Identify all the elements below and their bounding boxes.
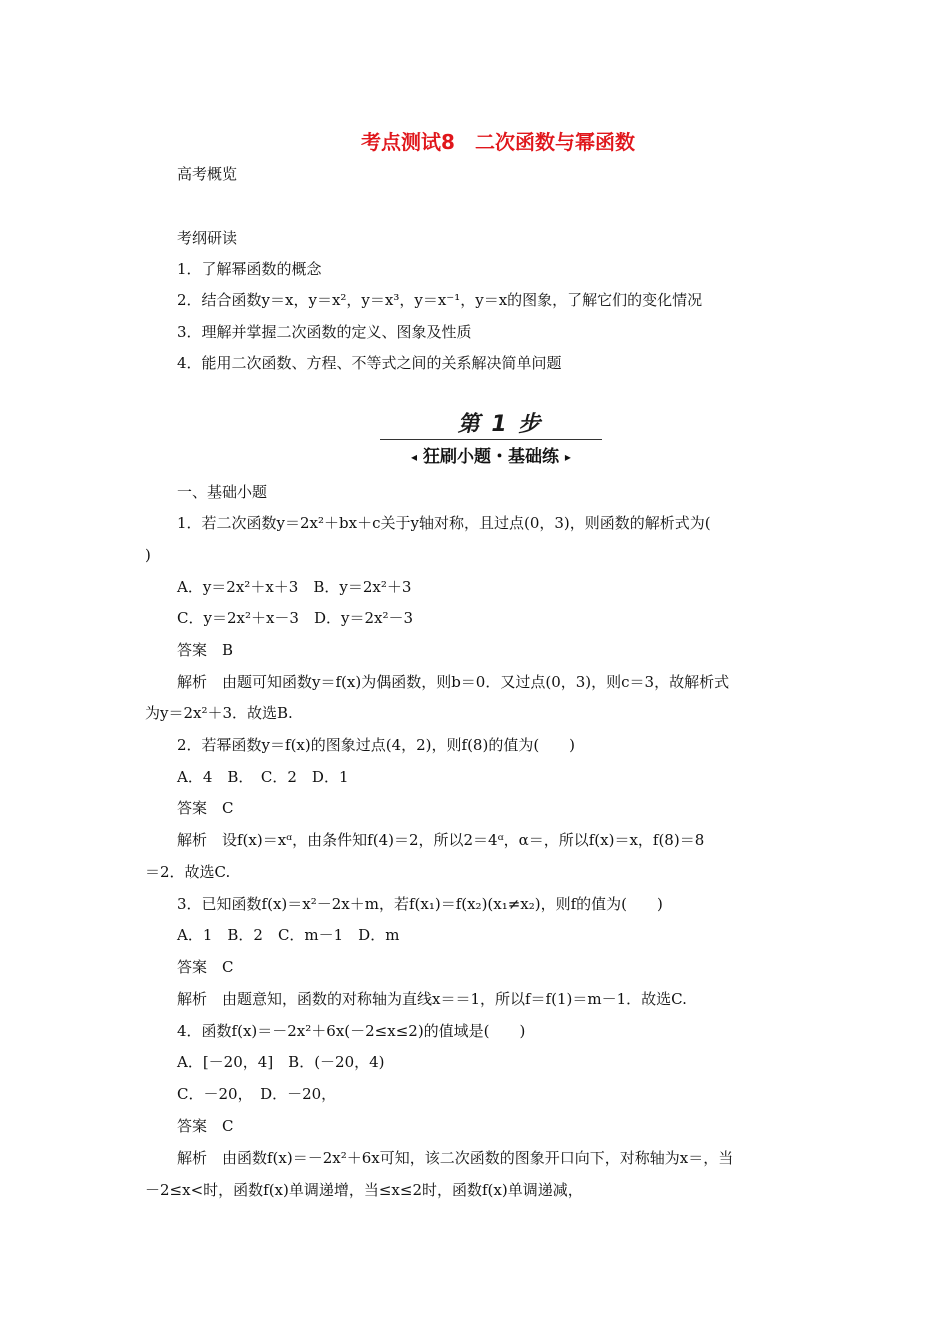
section-heading: 一、基础小题 <box>177 483 268 501</box>
question-line: 1．若二次函数y＝2x²＋bx＋c关于y轴对称，且过点(0，3)，则函数的解析式为( <box>177 514 711 532</box>
option-line: C．－20， D．－20， <box>177 1085 337 1103</box>
answer-line: 答案 C <box>177 1117 234 1135</box>
overview-heading: 高考概览 <box>177 165 238 183</box>
option-line: C．y＝2x²＋x－3 D．y＝2x²－3 <box>177 609 414 627</box>
analysis-line: 解析 由题意知，函数的对称轴为直线x＝＝1，所以f＝f(1)＝m－1．故选C. <box>177 990 687 1008</box>
answer-line: 答案 C <box>177 958 234 976</box>
step-title: 第 1 步 <box>457 412 543 437</box>
question-line: 2．若幂函数y＝f(x)的图象过点(4，2)，则f(8)的值为( ) <box>177 736 576 754</box>
question-line: ) <box>145 546 151 564</box>
analysis-line: 为y＝2x²＋3．故选B. <box>145 704 293 722</box>
option-line: A．4 B． C．2 D．1 <box>177 768 349 786</box>
analysis-line: －2≤x<时，函数f(x)单调递增，当≤x≤2时，函数f(x)单调递减， <box>145 1181 583 1199</box>
outline-heading: 考纲研读 <box>177 229 238 247</box>
outline-item: 3．理解并掌握二次函数的定义、图象及性质 <box>177 323 472 341</box>
step-divider <box>380 439 602 440</box>
right-arrow-icon: ▸ <box>564 450 571 464</box>
analysis-line: 解析 设f(x)＝xᵅ，由条件知f(4)＝2，所以2＝4ᵅ，α＝，所以f(x)＝x，f(8)＝8 <box>177 831 705 849</box>
question-line: 3．已知函数f(x)＝x²－2x＋m，若f(x₁)＝f(x₂)(x₁≠x₂)，则f的值为( ) <box>177 895 663 913</box>
analysis-line: ＝2．故选C. <box>145 863 231 881</box>
answer-line: 答案 C <box>177 799 234 817</box>
option-line: A．y＝2x²＋x＋3 B．y＝2x²＋3 <box>177 578 412 596</box>
analysis-line: 解析 由题可知函数y＝f(x)为偶函数，则b＝0．又过点(0，3)，则c＝3，故解析式 <box>177 673 730 691</box>
outline-item: 4．能用二次函数、方程、不等式之间的关系解决简单问题 <box>177 354 562 372</box>
left-arrow-icon: ◂ <box>411 450 418 464</box>
question-line: 4．函数f(x)＝－2x²＋6x(－2≤x≤2)的值域是( ) <box>177 1022 526 1040</box>
outline-item: 1．了解幂函数的概念 <box>177 260 322 278</box>
answer-line: 答案 B <box>177 641 234 659</box>
option-line: A．[－20，4] B．(－20，4) <box>177 1053 385 1071</box>
analysis-line: 解析 由函数f(x)＝－2x²＋6x可知，该二次函数的图象开口向下，对称轴为x＝，当 <box>177 1149 734 1167</box>
page-title: 考点测试8 二次函数与幂函数 <box>361 130 635 154</box>
step-logo <box>380 407 602 471</box>
step-subtitle: 狂刷小题・基础练 <box>423 447 559 467</box>
option-line: A．1 B．2 C．m－1 D．m <box>177 926 400 944</box>
outline-item: 2．结合函数y＝x，y＝x²，y＝x³，y＝x⁻¹，y＝x的图象，了解它们的变化情况 <box>177 291 703 309</box>
step-subtitle-box <box>390 445 592 469</box>
